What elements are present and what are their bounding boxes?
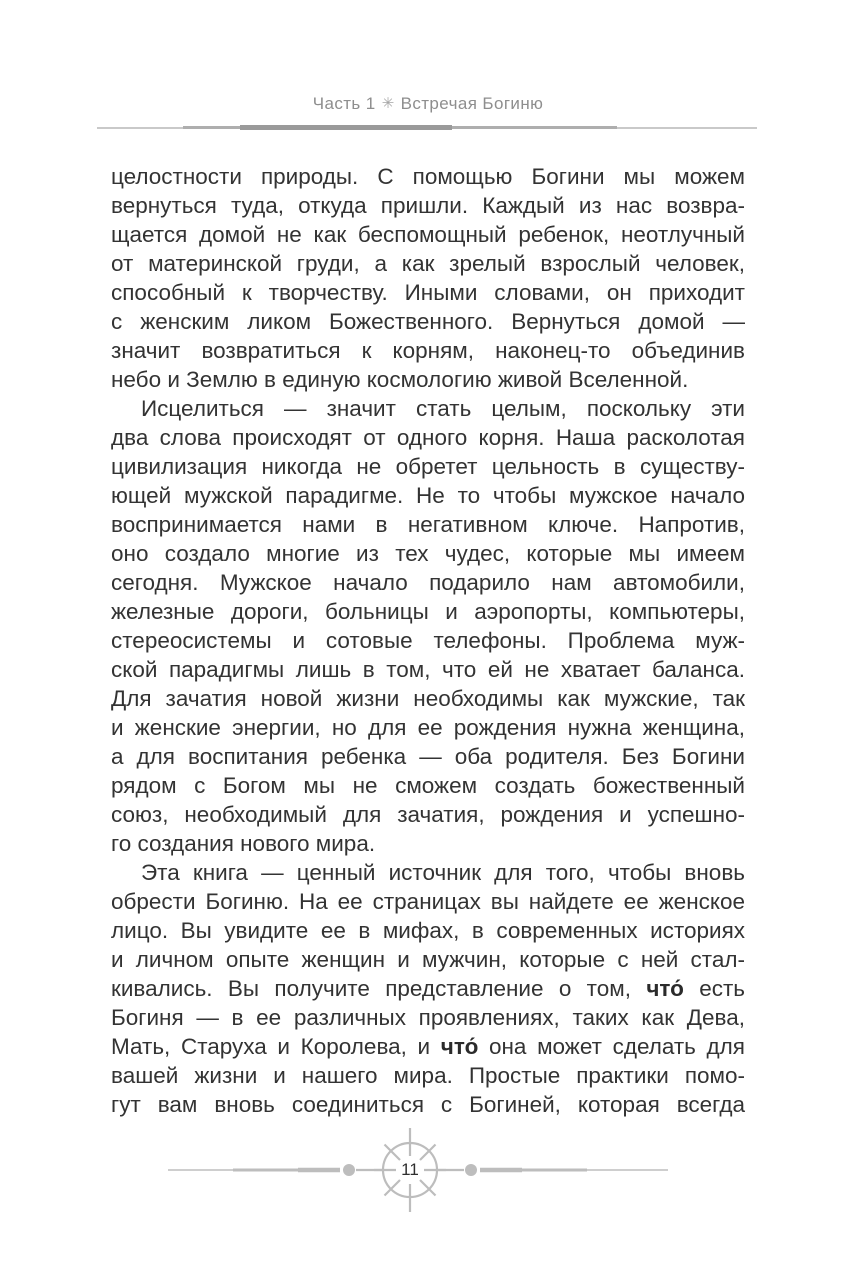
text-line: целостности природы. С помощью Богини мы можем	[111, 164, 745, 189]
right-dot-icon	[465, 1164, 477, 1176]
text-line: сегодня. Мужское начало подарило нам автомобили,	[111, 570, 745, 595]
text-line: Эта книга — ценный источник для того, чтобы вновь	[141, 860, 745, 885]
text-line: гут вам вновь соединиться с Богиней, которая всегда	[111, 1092, 745, 1117]
text-line: ской парадигмы лишь в том, что ей не хватает баланса.	[111, 657, 745, 682]
text-line: Исцелиться — значит стать целым, поскольку эти	[141, 396, 745, 421]
running-head	[0, 94, 856, 114]
text-line: стереосистемы и сотовые телефоны. Проблема муж-	[111, 628, 745, 653]
star-icon: ✳	[381, 95, 395, 112]
left-dot-icon	[343, 1164, 355, 1176]
header-rule-dark	[240, 125, 452, 130]
text-line: оно создало многие из тех чудес, которые мы имеем	[111, 541, 745, 566]
page-number: 11	[401, 1160, 419, 1179]
text-line: обрести Богиню. На ее страницах вы найдете ее женское	[111, 889, 745, 914]
text-line: а для воспитания ребенка — оба родителя. Без Богини	[111, 744, 745, 769]
text-line: Мать, Старуха и Королева, и что́ она может сделать для	[111, 1034, 745, 1059]
text-line: Для зачатия новой жизни необходимы как мужские, так	[111, 686, 745, 711]
text-line: лицо. Вы увидите ее в мифах, в современных историях	[111, 918, 745, 943]
text-line: воспринимается нами в негативном ключе. Напротив,	[111, 512, 745, 537]
text-line: цивилизация никогда не обретет цельность в существу-	[111, 454, 745, 479]
text-line: с женским ликом Божественного. Вернуться домой —	[111, 309, 745, 334]
text-line: вашей жизни и нашего мира. Простые практики помо-	[111, 1063, 745, 1088]
text-line: небо и Землю в единую космологию живой Вселенной.	[111, 367, 689, 392]
text-line: рядом с Богом мы не сможем создать божественный	[111, 773, 745, 798]
text-line: ющей мужской парадигме. Не то чтобы мужское начало	[111, 483, 745, 508]
part-label: Часть 1	[312, 94, 376, 113]
text-line: го создания нового мира.	[111, 831, 376, 856]
text-line: способный к творчеству. Иными словами, он приходит	[111, 280, 745, 305]
text-line: кивались. Вы получите представление о том, что́ есть	[111, 976, 746, 1001]
text-line: союз, необходимый для зачатия, рождения и успешно-	[111, 802, 745, 827]
text-line: и женские энергии, но для ее рождения нужна женщина,	[111, 715, 745, 740]
text-line: Богиня — в ее различных проявлениях, таких как Дева,	[111, 1005, 745, 1030]
text-line: от материнской груди, а как зрелый взрослый человек,	[111, 251, 745, 276]
text-line: значит возвратиться к корням, наконец-то объединив	[111, 338, 745, 363]
text-line: вернуться туда, откуда пришли. Каждый из нас возвра-	[111, 193, 745, 218]
text-line: щается домой не как беспомощный ребенок, неотлучный	[111, 222, 745, 247]
chapter-title: Встречая Богиню	[400, 94, 544, 113]
text-line: железные дороги, больницы и аэропорты, компьютеры,	[111, 599, 745, 624]
body-text	[111, 162, 745, 1119]
text-line: и личном опыте женщин и мужчин, которые с ней стал-	[111, 947, 745, 972]
text-line: два слова происходят от одного корня. Наша расколотая	[111, 425, 745, 450]
